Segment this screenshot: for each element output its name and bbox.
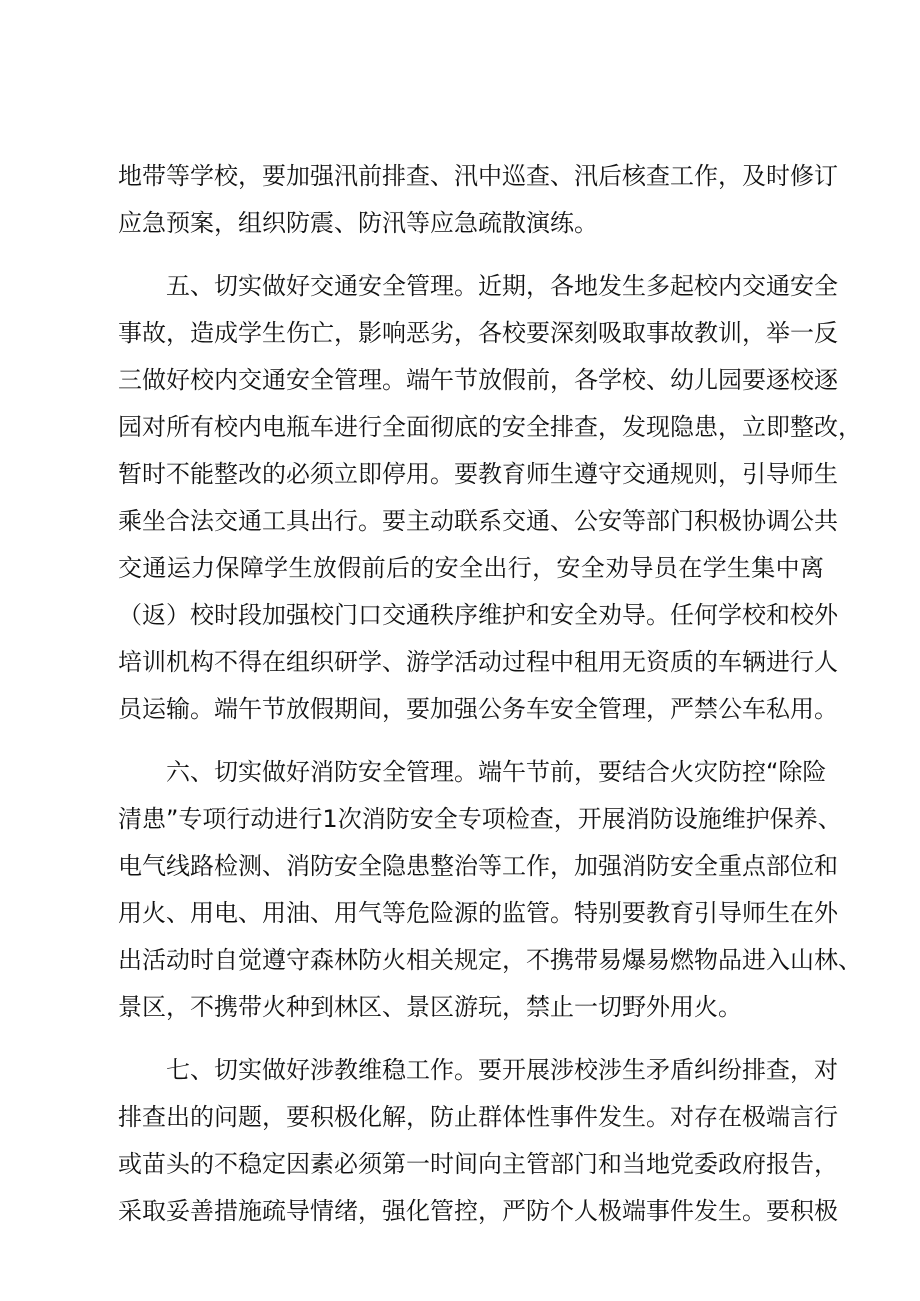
text-line: 园对所有校内电瓶车进行全面彻底的安全排查，发现隐患，立即整改，: [118, 413, 862, 441]
text-line: 或苗头的不稳定因素必须第一时间向主管部门和当地党委政府报告，: [118, 1150, 838, 1178]
text-line: 地带等学校，要加强汛前排查、汛中巡查、汛后核查工作，及时修订: [118, 162, 838, 190]
text-line: 六、切实做好消防安全管理。端午节前，要结合火灾防控“除险: [166, 758, 827, 786]
text-line: 培训机构不得在组织研学、游学活动过程中租用无资质的车辆进行人: [118, 648, 838, 676]
text-line: 电气线路检测、消防安全隐患整治等工作，加强消防安全重点部位和: [118, 852, 838, 880]
text-line: 乘坐合法交通工具出行。要主动联系交通、公安等部门积极协调公共: [118, 507, 838, 535]
text-line: （返）校时段加强校门口交通秩序维护和安全劝导。任何学校和校外: [118, 601, 838, 629]
text-line: 排查出的问题，要积极化解，防止群体性事件发生。对存在极端言行: [118, 1103, 838, 1131]
text-line: 五、切实做好交通安全管理。近期，各地发生多起校内交通安全: [166, 272, 838, 300]
text-line: 用火、用电、用油、用气等危险源的监管。特别要教育引导师生在外: [118, 899, 838, 927]
text-line: 七、切实做好涉教维稳工作。要开展涉校涉生矛盾纠纷排查，对: [166, 1056, 838, 1084]
text-line: 员运输。端午节放假期间，要加强公务车安全管理，严禁公车私用。: [118, 695, 838, 723]
text-line: 应急预案，组织防震、防汛等应急疏散演练。: [118, 209, 598, 237]
text-line: 采取妥善措施疏导情绪，强化管控，严防个人极端事件发生。要积极: [118, 1197, 838, 1225]
text-line: 出活动时自觉遵守森林防火相关规定，不携带易爆易燃物品进入山林、: [118, 946, 862, 974]
text-line: 暂时不能整改的必须立即停用。要教育师生遵守交通规则，引导师生: [118, 460, 838, 488]
text-line: 事故，造成学生伤亡，影响恶劣，各校要深刻吸取事故教训，举一反: [118, 319, 838, 347]
text-line: 景区，不携带火种到林区、景区游玩，禁止一切野外用火。: [118, 993, 742, 1021]
text-line: 清患”专项行动进行1次消防安全专项检查，开展消防设施维护保养、: [118, 805, 842, 833]
text-line: 三做好校内交通安全管理。端午节放假前，各学校、幼儿园要逐校逐: [118, 366, 838, 394]
text-line: 交通运力保障学生放假前后的安全出行，安全劝导员在学生集中离: [118, 554, 824, 582]
